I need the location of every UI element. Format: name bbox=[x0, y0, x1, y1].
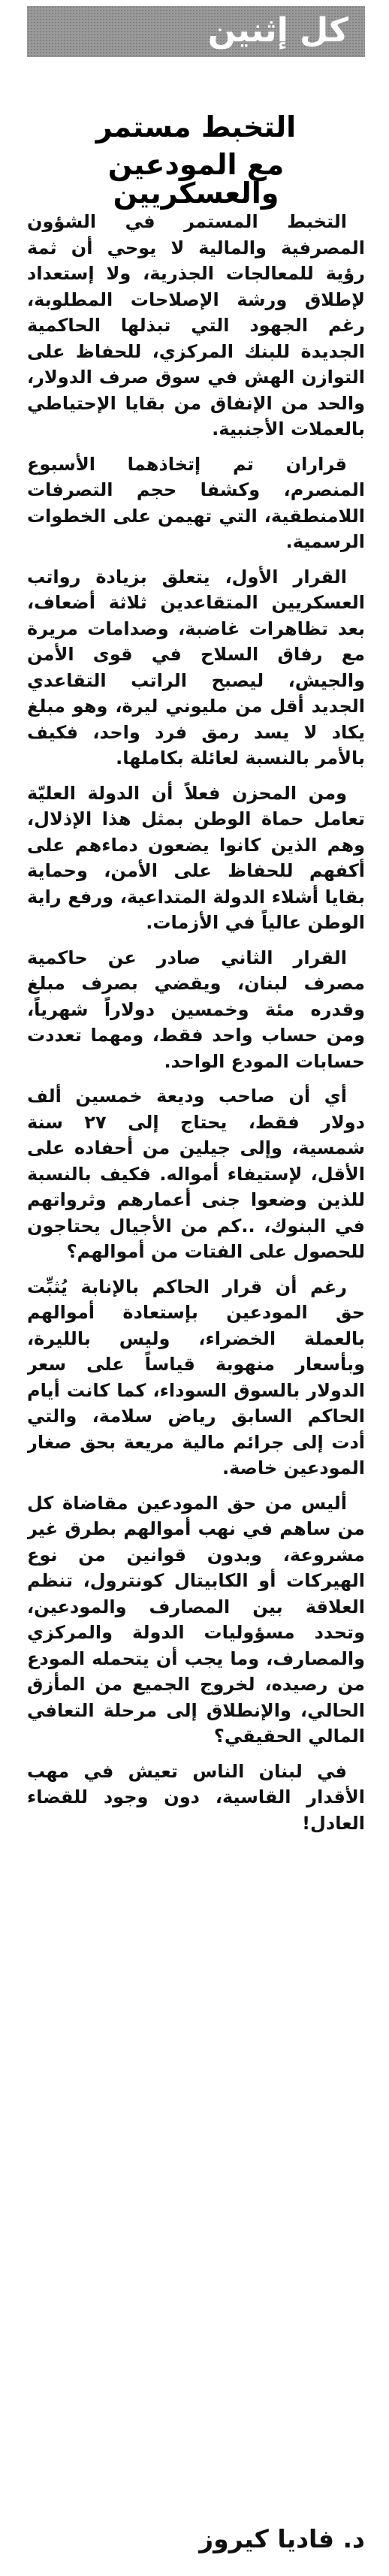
paragraph: رغم أن قرار الحاكم بالإنابة يُثبِّت حق المودعين بإستعادة أموالهم بالعملة الخضراء، وليس بالليرة، وبأسعار منهوبة قياساً على سعر الدولار بالسوق السوداء، كما كانت أيام الحاكم السابق رياض سلامة، والتي أدت إلى جرائم مالية مريعة بحق صغار المودعين خاصة. bbox=[27, 1276, 365, 1478]
section-name: كل إثنين bbox=[207, 11, 348, 50]
author-signature: د. فاديا كيروز bbox=[199, 2524, 365, 2553]
paragraph: القرار الثاني صادر عن حاكمية مصرف لبنان، ويقضي بصرف مبلغ وقدره مئة وخمسين دولاراً شهرياً، ومن حساب واحد فقط، ومهما تعددت حسابات المودع الواحد. bbox=[27, 947, 365, 1072]
article-body bbox=[27, 209, 365, 2493]
paragraph: ومن المحزن فعلاً أن الدولة العليّة تعامل حماة الوطن بمثل هذا الإذلال، وهم الذين كانوا يضعون دماءهم على أكفهم للحفاظ على الأمن، وحماية بقايا أشلاء الدولة المتداعية، ورفع راية الوطن عالياً في الأزمات. bbox=[27, 782, 365, 933]
paragraph: في لبنان الناس تعيش في مهب الأقدار القاسية، دون وجود للقضاء العادل! bbox=[27, 1760, 365, 1834]
paragraph: أليس من حق المودعين مقاضاة كل من ساهم في نهب أموالهم بطرق غير مشروعة، وبدون قوانين من نوع الهيركات أو الكابيتال كونترول، تنظم العلاقة بين المصارف والمودعين، وتحدد مسؤوليات الدولة والمركزي والمصارف، وما يجب أن يتحمله المودع من رصيده، لخروج الجميع من المأزق الحالي، والإنطلاق إلى مرحلة التعافي المالي الحقيقي؟ bbox=[27, 1492, 365, 1747]
article-column bbox=[27, 0, 365, 2576]
paragraph: القرار الأول، يتعلق بزيادة رواتب العسكريين المتقاعدين ثلاثة أضعاف، بعد تظاهرات غاضبة، وصدامات مريرة مع رفاق السلاح في قوى الأمن والجيش، ليصبح الراتب التقاعدي الجديد أقل من مليوني ليرة، وهو مبلغ يكاد لا يسد رمق فرد واحد، فكيف بالأمر بالنسبة لعائلة بكاملها. bbox=[27, 566, 365, 769]
paragraph: قراران تم إتخاذهما الأسبوع المنصرم، وكشفا حجم التصرفات اللامنطقية، التي تهيمن على الخطوات الرسمية. bbox=[27, 453, 365, 552]
paragraph: التخبط المستمر في الشؤون المصرفية والمالية لا يوحي أن ثمة رؤية للمعالجات الجذرية، ولا إستعداد لإطلاق ورشة الإصلاحات المطلوبة، رغم الجهود التي تبذلها الحاكمية الجديدة للبنك المركزي، للحفاظ على التوازن الهش في سوق صرف الدولار، والحد من الإنفاق من بقايا الإحتياطي بالعملات الأجنبية. bbox=[27, 211, 365, 439]
headline-line-1: التخبط مستمر bbox=[95, 110, 297, 143]
paragraph: أي أن صاحب وديعة خمسين ألف دولار فقط، يحتاج إلى ٢٧ سنة شمسية، وإلى جيلين من أحفاده على الأقل، لإستيفاء أمواله. فكيف بالنسبة للذين وضعوا جنى أعمارهم وثرواتهم في البنوك، ..كم من الأجيال يحتاجون للحصول على الفتات من أموالهم؟ bbox=[27, 1086, 365, 1262]
section-header-band bbox=[27, 6, 365, 57]
headline-line-2: مع المودعين والعسكريين bbox=[107, 148, 285, 210]
